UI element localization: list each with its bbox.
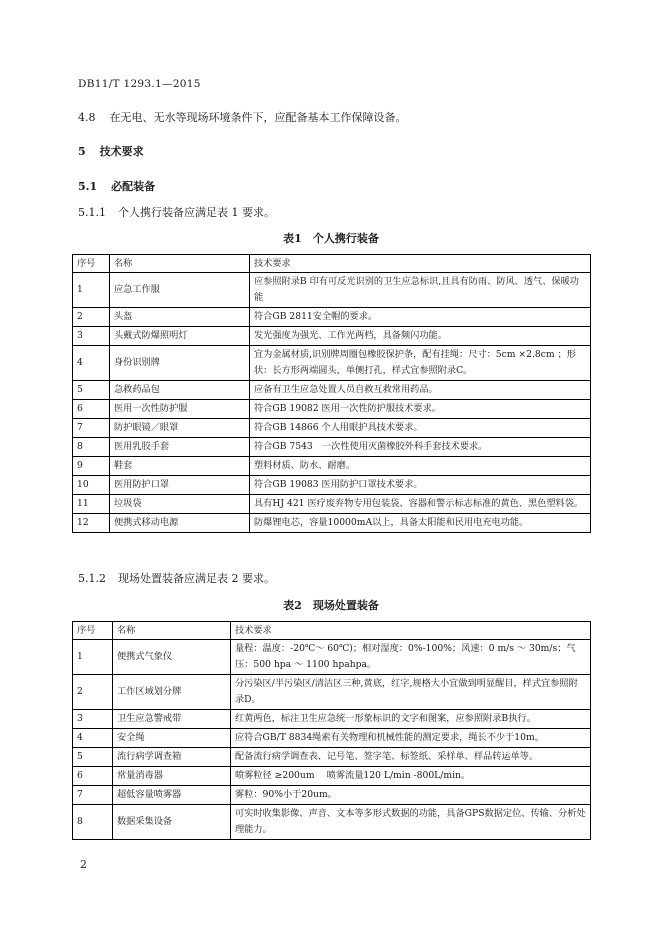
table-onsite-equipment [72, 621, 591, 840]
header-name: 名称 [113, 622, 231, 640]
table-row [73, 327, 591, 346]
cell-name: 医用一次性防护服 [110, 400, 250, 419]
cell-name: 急救药品包 [110, 381, 250, 400]
cell-requirement: 可实时收集影像、声音、文本等多形式数据的功能，具备GPS数据定位、传输、分析处理能力。 [231, 805, 591, 840]
page-number: 2 [80, 858, 87, 871]
cell-index: 9 [73, 457, 110, 476]
table-row [73, 729, 591, 748]
table-row [73, 514, 591, 533]
cell-name: 头戴式防爆照明灯 [110, 327, 250, 346]
cell-requirement: 分污染区/半污染区/清洁区三种,黄底，红字,规格大小宜做到明显醒目，样式宜参照附录D。 [231, 675, 591, 710]
cell-name: 身份识别牌 [110, 346, 250, 381]
cell-name: 卫生应急警戒带 [113, 710, 231, 729]
clause-text: 个人携行装备应满足表 1 要求。 [118, 206, 275, 219]
cell-name: 工作区域划分牌 [113, 675, 231, 710]
cell-requirement: 符合GB 19083 医用防护口罩技术要求。 [250, 476, 591, 495]
cell-requirement: 宜为金属材质,识别牌周圈包橡胶保护条，配有挂绳：尺寸：5cm ×2.8cm ；形状：长方形两端圆头，单侧打孔，样式宜参照附录C。 [250, 346, 591, 381]
table-row [73, 495, 591, 514]
header-index: 序号 [73, 255, 110, 273]
cell-name: 医用乳胶手套 [110, 438, 250, 457]
cell-requirement: 符合GB 2811安全帽的要求。 [250, 308, 591, 327]
table-row [73, 273, 591, 308]
cell-index: 1 [73, 273, 110, 308]
cell-name: 垃圾袋 [110, 495, 250, 514]
cell-index: 4 [73, 346, 110, 381]
cell-index: 3 [73, 710, 113, 729]
cell-requirement: 具有HJ 421 医疗废弃物专用包装袋、容器和警示标志标准的黄色、黑色塑料袋。 [250, 495, 591, 514]
cell-requirement: 符合GB 19082 医用一次性防护服技术要求。 [250, 400, 591, 419]
cell-index: 4 [73, 729, 113, 748]
cell-name: 便携式移动电源 [110, 514, 250, 533]
table-row [73, 419, 591, 438]
clause-text: 在无电、无水等现场环境条件下，应配备基本工作保障设备。 [109, 111, 407, 124]
cell-index: 10 [73, 476, 110, 495]
cell-requirement: 应备有卫生应急处置人员自救互救常用药品。 [250, 381, 591, 400]
cell-requirement: 喷雾粒径 ≥200um 喷雾流量120 L/min -800L/min。 [231, 767, 591, 786]
section-title: 技术要求 [99, 145, 144, 158]
cell-name: 头盔 [110, 308, 250, 327]
section-5-heading [78, 143, 144, 159]
header-requirement: 技术要求 [231, 622, 591, 640]
table-row [73, 640, 591, 675]
cell-name: 常量消毒器 [113, 767, 231, 786]
cell-name: 医用防护口罩 [110, 476, 250, 495]
section-number: 5 [78, 145, 86, 158]
table-personal-equipment [72, 254, 591, 533]
table-row [73, 476, 591, 495]
cell-index: 7 [73, 419, 110, 438]
cell-index: 5 [73, 748, 113, 767]
section-title: 必配装备 [111, 180, 156, 193]
clause-text: 现场处置装备应满足表 2 要求。 [118, 572, 275, 585]
cell-requirement: 配备流行病学调查表、记号笔、签字笔、标签纸、采样单、样品转运单等。 [231, 748, 591, 767]
section-5-1-heading [78, 178, 155, 194]
table1-caption: 表1 个人携行装备 [283, 232, 379, 245]
cell-index: 6 [73, 400, 110, 419]
clause-4-8 [78, 109, 407, 125]
clause-5-1-2 [78, 570, 275, 586]
table-header-row [73, 622, 591, 640]
cell-requirement: 发光强度为强光、工作光两档，具备频闪功能。 [250, 327, 591, 346]
cell-requirement: 塑料材质、防水、耐磨。 [250, 457, 591, 476]
section-number: 5.1 [78, 180, 98, 193]
table-row [73, 710, 591, 729]
table2-caption: 表2 现场处置装备 [283, 599, 379, 612]
cell-name: 防护眼镜／眼罩 [110, 419, 250, 438]
cell-index: 6 [73, 767, 113, 786]
cell-requirement: 符合GB 7543 一次性使用灭菌橡胶外科手套技术要求。 [250, 438, 591, 457]
cell-name: 流行病学调查箱 [113, 748, 231, 767]
clause-number: 4.8 [78, 111, 96, 124]
cell-index: 12 [73, 514, 110, 533]
cell-index: 3 [73, 327, 110, 346]
cell-index: 5 [73, 381, 110, 400]
header-requirement: 技术要求 [250, 255, 591, 273]
table-row [73, 346, 591, 381]
clause-number: 5.1.2 [78, 572, 106, 585]
cell-name: 应急工作服 [110, 273, 250, 308]
cell-name: 便携式气象仪 [113, 640, 231, 675]
table-row [73, 438, 591, 457]
document-header: DB11/T 1293.1—2015 [78, 78, 201, 90]
table-row [73, 786, 591, 805]
cell-index: 8 [73, 438, 110, 457]
header-index: 序号 [73, 622, 113, 640]
table-row [73, 767, 591, 786]
cell-requirement: 应参照附录B 印有可反光识别的卫生应急标识,且具有防雨、防风、透气、保暖功能 [250, 273, 591, 308]
cell-requirement: 雾粒：90%小于20um。 [231, 786, 591, 805]
table-row [73, 675, 591, 710]
clause-number: 5.1.1 [78, 206, 106, 219]
cell-requirement: 符合GB 14866 个人用眼护具技术要求。 [250, 419, 591, 438]
table-header-row [73, 255, 591, 273]
table-row [73, 805, 591, 840]
cell-name: 超低容量喷雾器 [113, 786, 231, 805]
cell-index: 7 [73, 786, 113, 805]
header-name: 名称 [110, 255, 250, 273]
table-row [73, 308, 591, 327]
clause-5-1-1 [78, 204, 275, 220]
table-row [73, 381, 591, 400]
cell-name: 鞋套 [110, 457, 250, 476]
table-row [73, 400, 591, 419]
cell-requirement: 防爆锂电芯，容量10000mA以上，具备太阳能和民用电充电功能。 [250, 514, 591, 533]
table-row [73, 457, 591, 476]
cell-index: 1 [73, 640, 113, 675]
cell-index: 2 [73, 675, 113, 710]
cell-requirement: 量程：温度：-20℃～ 60℃)；相对湿度：0%-100%；风速：0 m/s ～ 30m/s；气压：500 hpa ～ 1100 hpahpa。 [231, 640, 591, 675]
cell-name: 安全绳 [113, 729, 231, 748]
cell-index: 11 [73, 495, 110, 514]
cell-index: 2 [73, 308, 110, 327]
table-row [73, 748, 591, 767]
cell-name: 数据采集设备 [113, 805, 231, 840]
cell-index: 8 [73, 805, 113, 840]
cell-requirement: 应符合GB/T 8834绳索有关物理和机械性能的测定要求，绳长不少于10m。 [231, 729, 591, 748]
cell-requirement: 红黄两色，标注卫生应急统一形象标识的文字和图案，应参照附录B执行。 [231, 710, 591, 729]
